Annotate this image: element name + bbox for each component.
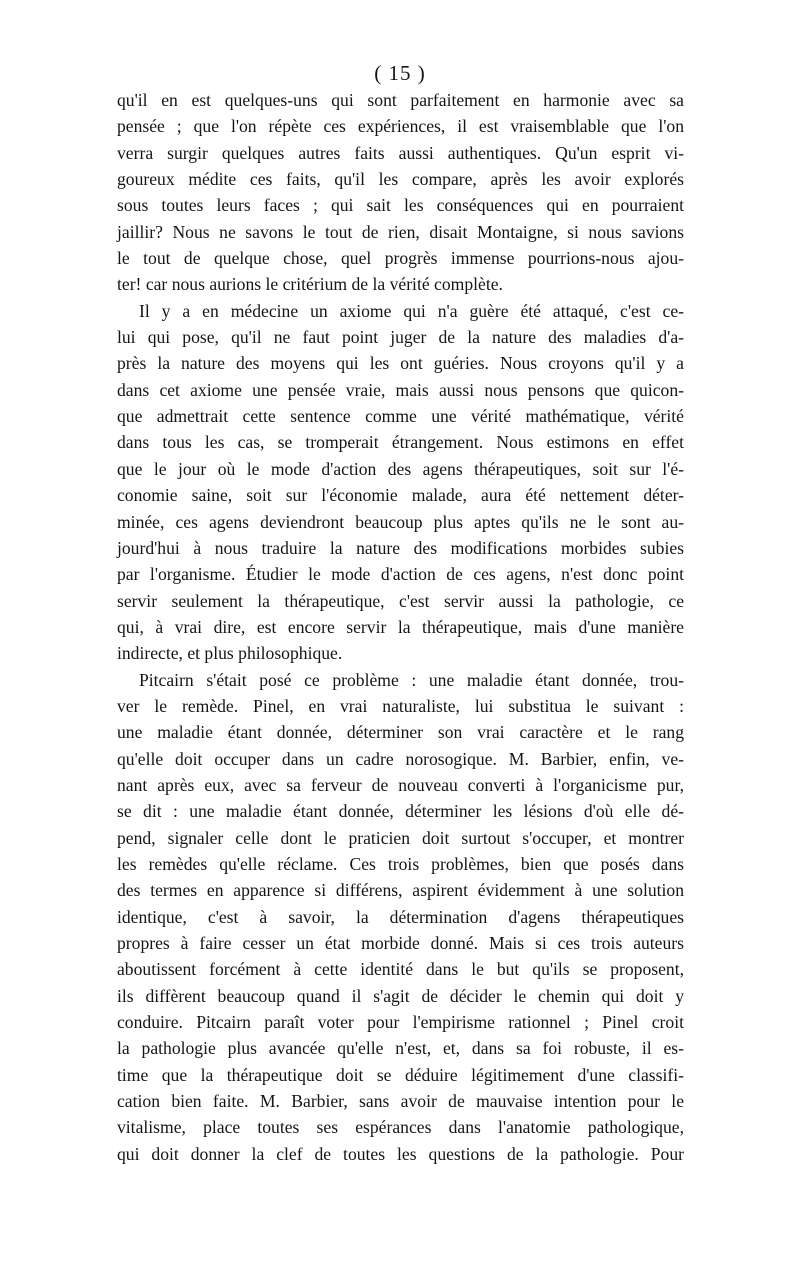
- text-line: vitalisme, place toutes ses espérances dans l'anatomie pathologique,: [117, 1117, 684, 1138]
- text-line: minée, ces agens deviendront beaucoup plus aptes qu'ils ne le sont au-: [117, 511, 684, 532]
- text-line: près la nature des moyens qui les ont guéries. Nous croyons qu'il y a: [117, 353, 684, 374]
- page-number: ( 15 ): [374, 61, 426, 85]
- text-line: dans cet axiome une pensée vraie, mais aussi nous pensons que quicon-: [117, 379, 684, 400]
- text-line: qu'elle doit occuper dans un cadre norosogique. M. Barbier, enfin, ve-: [117, 748, 684, 769]
- text-line: jaillir? Nous ne savons le tout de rien, disait Montaigne, si nous savions: [117, 221, 684, 242]
- text-line: le tout de quelque chose, quel progrès immense pourrions-nous ajou-: [117, 248, 684, 269]
- text-line: pensée ; que l'on répète ces expériences, il est vraisemblable que l'on: [117, 116, 684, 137]
- text-line: indirecte, et plus philosophique.: [117, 643, 343, 664]
- body-text: [117, 87, 684, 1167]
- text-line: propres à faire cesser un état morbide donné. Mais si ces trois auteurs: [117, 933, 684, 953]
- text-line: pend, signaler celle dont le praticien doit surtout s'occuper, et montrer: [117, 827, 684, 848]
- text-line: qui, à vrai dire, est encore servir la thérapeutique, mais d'une manière: [117, 616, 684, 637]
- text-line: des termes en apparence si différens, aspirent évidemment à une solution: [117, 880, 684, 901]
- text-line: ter! car nous aurions le critérium de la vérité complète.: [117, 274, 503, 295]
- text-line: time que la thérapeutique doit se déduire légitimement d'une classifi-: [117, 1064, 684, 1085]
- text-line: goureux médite ces faits, qu'il les compare, après les avoir explorés: [117, 169, 684, 190]
- text-line: Pitcairn s'était posé ce problème : une maladie étant donnée, trou-: [139, 669, 684, 690]
- text-line: verra surgir quelques autres faits aussi authentiques. Qu'un esprit vi-: [117, 142, 684, 163]
- text-line: dans tous les cas, se tromperait étrangement. Nous estimons en effet: [117, 432, 684, 453]
- text-line: par l'organisme. Étudier le mode d'action de ces agens, n'est donc point: [117, 564, 684, 585]
- text-line: identique, c'est à savoir, la détermination d'agens thérapeutiques: [117, 906, 684, 927]
- text-line: sous toutes leurs faces ; qui sait les conséquences qui en pourraient: [117, 195, 684, 216]
- text-line: ver le remède. Pinel, en vrai naturaliste, lui substitua le suivant :: [117, 695, 684, 716]
- text-line: Il y a en médecine un axiome qui n'a guère été attaqué, c'est ce-: [139, 300, 684, 321]
- text-line: jourd'hui à nous traduire la nature des modifications morbides subies: [117, 537, 684, 558]
- text-line: lui qui pose, qu'il ne faut point juger de la nature des maladies d'a-: [117, 327, 684, 348]
- text-line: qu'il en est quelques-uns qui sont parfaitement en harmonie avec sa: [117, 90, 684, 110]
- text-line: une maladie étant donnée, déterminer son vrai caractère et le rang: [117, 722, 684, 743]
- text-line: nant après eux, avec sa ferveur de nouveau converti à l'organicisme pur,: [117, 774, 684, 795]
- text-line: aboutissent forcément à cette identité dans le but qu'ils se proposent,: [117, 959, 684, 980]
- text-line: servir seulement la thérapeutique, c'est servir aussi la pathologie, ce: [117, 590, 684, 611]
- text-line: qui doit donner la clef de toutes les questions de la pathologie. Pour: [117, 1143, 684, 1164]
- text-line: conduire. Pitcairn paraît voter pour l'empirisme rationnel ; Pinel croit: [117, 1012, 684, 1033]
- text-line: ils diffèrent beaucoup quand il s'agit de décider le chemin qui doit y: [117, 985, 684, 1006]
- text-line: que admettrait cette sentence comme une vérité mathématique, vérité: [117, 406, 684, 427]
- text-line: les remèdes qu'elle réclame. Ces trois problèmes, bien que posés dans: [117, 853, 684, 874]
- text-line: cation bien faite. M. Barbier, sans avoir de mauvaise intention pour le: [117, 1091, 684, 1112]
- text-line: se dit : une maladie étant donnée, déterminer les lésions d'où elle dé-: [117, 801, 684, 822]
- text-line: la pathologie plus avancée qu'elle n'est, et, dans sa foi robuste, il es-: [117, 1038, 684, 1059]
- text-line: conomie saine, soit sur l'économie malade, aura été nettement déter-: [117, 485, 684, 506]
- text-line: que le jour où le mode d'action des agens thérapeutiques, soit sur l'é-: [117, 458, 684, 479]
